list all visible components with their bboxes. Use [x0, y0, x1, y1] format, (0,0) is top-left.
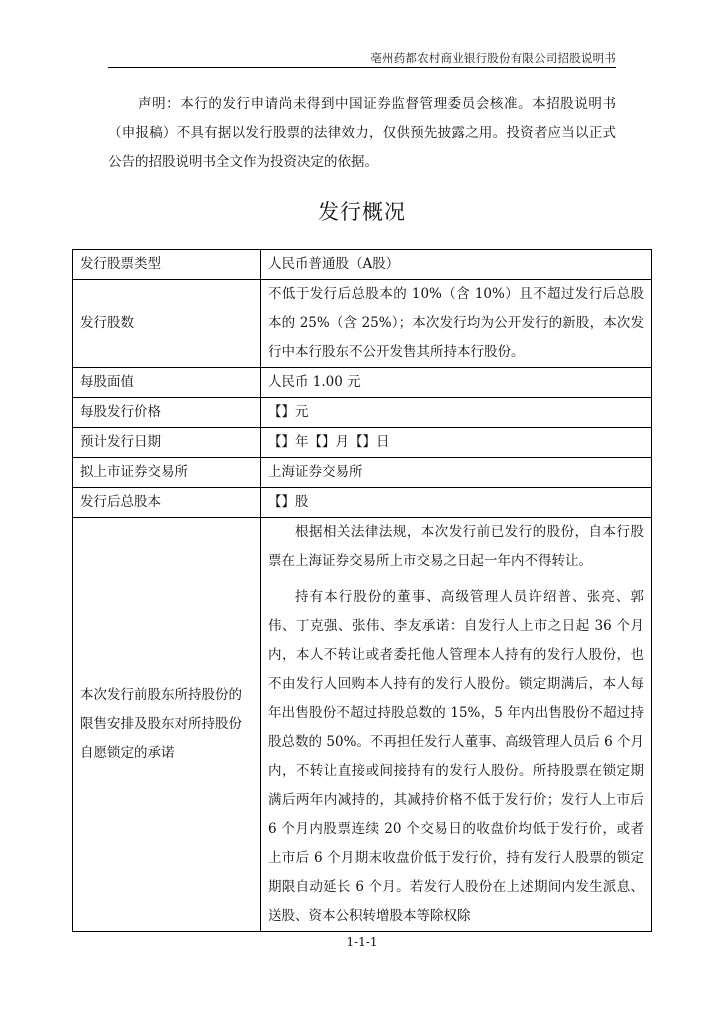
- row-label: 拟上市证券交易所: [73, 458, 261, 488]
- header-divider: [108, 67, 616, 68]
- lockup-paragraph-1: 根据相关法律法规，本次发行前已发行的股份，自本行股票在上海证券交易所上市交易之日起一年内不得转让。: [268, 524, 644, 569]
- row-value: 人民币普通股（A股）: [261, 250, 652, 280]
- row-label: 本次发行前股东所持股份的限售安排及股东对所持股份自愿锁定的承诺: [73, 518, 261, 932]
- row-value: 【】股: [261, 488, 652, 518]
- table-row-par-value: [73, 368, 652, 398]
- page-number: 1-1-1: [346, 935, 378, 949]
- table-row-share-count: [73, 280, 652, 368]
- table-row-lockup: [73, 518, 652, 932]
- row-label: 发行后总股本: [73, 488, 261, 518]
- row-label: 每股面值: [73, 368, 261, 398]
- section-title: 发行概况: [318, 200, 406, 224]
- row-value: [261, 518, 652, 932]
- table-row-issue-price: [73, 398, 652, 428]
- table-row-issue-date: [73, 428, 652, 458]
- offering-overview-table: [72, 249, 652, 932]
- row-value: 【】元: [261, 398, 652, 428]
- row-value: 上海证券交易所: [261, 458, 652, 488]
- table-row-total-shares: [73, 488, 652, 518]
- row-label: 发行股票类型: [73, 250, 261, 280]
- document-header-title: 亳州药都农村商业银行股份有限公司招股说明书: [370, 51, 616, 65]
- table-row-stock-type: [73, 250, 652, 280]
- row-label: 每股发行价格: [73, 398, 261, 428]
- row-label: 预计发行日期: [73, 428, 261, 458]
- table-row-exchange: [73, 458, 652, 488]
- share-count-text: 不低于发行后总股本的 10%（含 10%）且不超过发行后总股本的 25%（含 25%）；本次发行均为公开发行的新股，本次发行中本行股东不公开发售其所持本行股份。: [268, 286, 644, 360]
- lockup-paragraph-2: 持有本行股份的董事、高级管理人员许绍普、张亮、郭伟、丁克强、张伟、李友承诺：自发行人上市之日起 36 个月内，本人不转让或者委托他人管理本人持有的发行人股份，也不由发行人回购本人持有的发行人股份。锁定期满后，本人每年出售股份不超过持股总数的 15%，5 年内出售股份不超过持股总数的 50%。不再担任发行人董事、高级管理人员后 6 个月内，不转让直接或间接持有的发行人股份。所持股票在锁定期满后两年内减持的，其减持价格不低于发行价；发行人上市后 6 个月内股票连续 20 个交易日的收盘价均低于发行价，或者上市后 6 个月期末收盘价低于发行价，持有发行人股票的锁定期限自动延长 6 个月。若发行人股份在上述期间内发生派息、送股、资本公积转增股本等除权除: [268, 589, 644, 924]
- row-value: [261, 280, 652, 368]
- row-value: 【】年【】月【】日: [261, 428, 652, 458]
- row-label: 发行股数: [73, 280, 261, 368]
- disclaimer-statement: 声明：本行的发行申请尚未得到中国证券监督管理委员会核准。本招股说明书（申报稿）不具有据以发行股票的法律效力，仅供预先披露之用。投资者应当以正式公告的招股说明书全文作为投资决定的依据。: [108, 96, 616, 170]
- row-value: 人民币 1.00 元: [261, 368, 652, 398]
